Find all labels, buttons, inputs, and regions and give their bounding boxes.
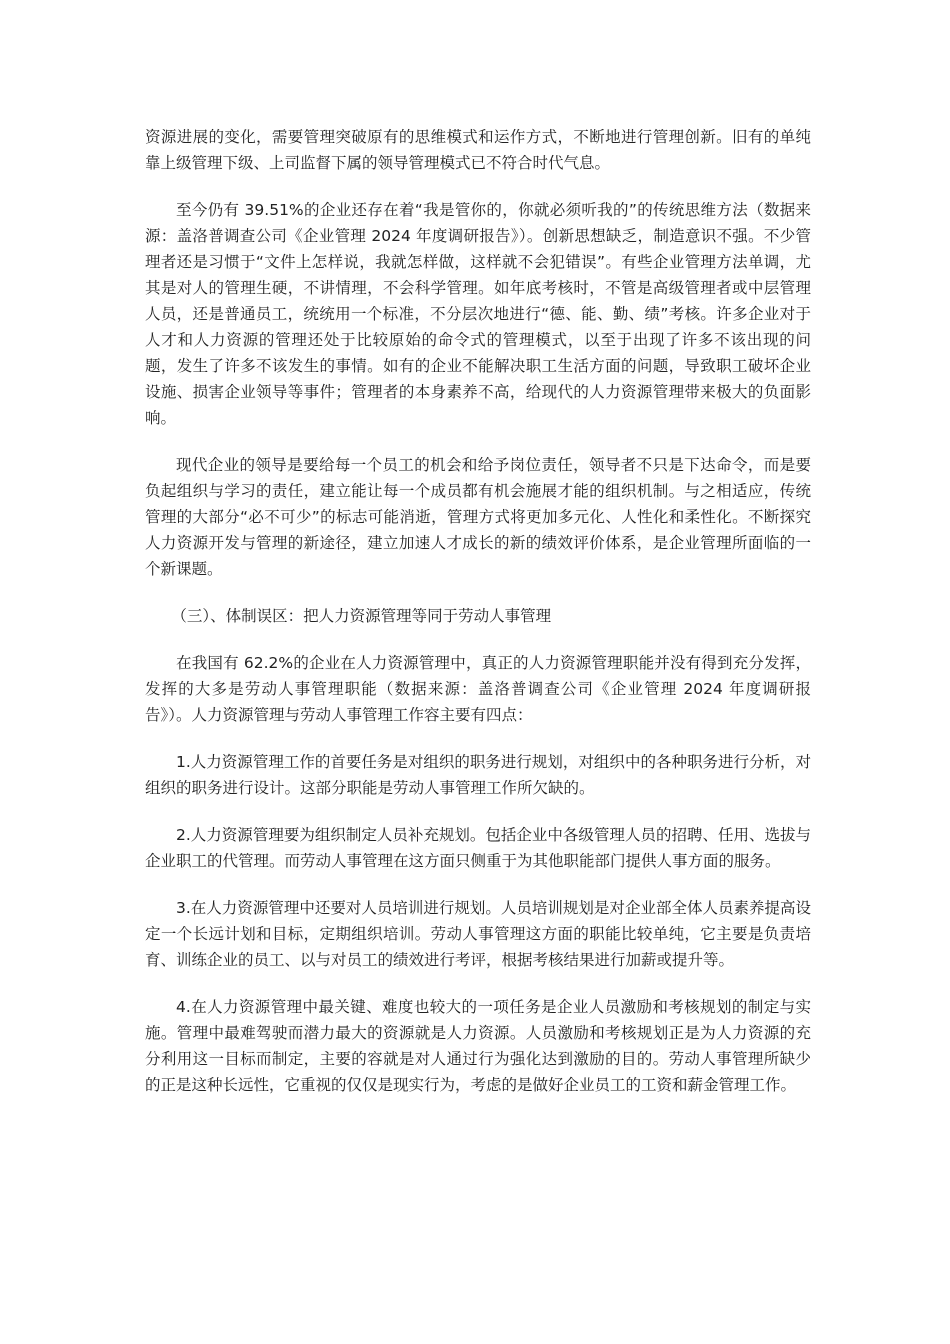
paragraph-traditional-thinking: 至今仍有 39.51%的企业还存在着“我是管你的，你就必须听我的”的传统思维方法（数据来源：盖洛普调查公司《企业管理 2024 年度调研报告》）。创新思想缺乏，制造意识不强。不少管理者还是习惯于“文件上怎样说，我就怎样做，这样就不会犯错误”。有些企业管理方法单调，尤其是对人的管理生硬，不讲情理，不会科学管理。如年底考核时，不管是高级管理者或中层管理人员，还是普通员工，统统用一个标准，不分层次地进行“德、能、勤、绩”考核。许多企业对于人才和人力资源的管理还处于比较原始的命令式的管理模式，以至于出现了许多不该出现的问题，发生了许多不该发生的事情。如有的企业不能解决职工生活方面的问题，导致职工破坏企业设施、损害企业领导等事件；管理者的本身素养不高，给现代的人力资源管理带来极大的负面影响。 — [145, 201, 811, 427]
paragraph-modern-leadership: 现代企业的领导是要给每一个员工的机会和给予岗位责任，领导者不只是下达命令，而是要负起组织与学习的责任，建立能让每一个成员都有机会施展才能的组织机制。与之相适应，传统管理的大部分“必不可少”的标志可能消逝，管理方式将更加多元化、人性化和柔性化。不断探究人力资源开发与管理的新途径，建立加速人才成长的新的绩效评价体系，是企业管理所面临的一个新课题。 — [145, 456, 811, 578]
list-item-4: 4.在人力资源管理中最关键、难度也较大的一项任务是企业人员激励和考核规划的制定与实施。管理中最难驾驶而潜力最大的资源就是人力资源。人员激励和考核规划正是为人力资源的充分利用这一目标而制定，主要的容就是对人通过行为强化达到激励的目的。劳动人事管理所缺少的正是这种长远性，它重视的仅仅是现实行为，考虑的是做好企业员工的工资和薪金管理工作。 — [145, 998, 811, 1094]
paragraph-continuation: 资源进展的变化，需要管理突破原有的思维模式和运作方式，不断地进行管理创新。旧有的单纯靠上级管理下级、上司监督下属的领导管理模式已不符合时代气息。 — [145, 128, 811, 172]
paragraph-system-misconception: 在我国有 62.2%的企业在人力资源管理中，真正的人力资源管理职能并没有得到充分发挥，发挥的大多是劳动人事管理职能（数据来源：盖洛普调查公司《企业管理 2024 年度调研报告》）。人力资源管理与劳动人事管理工作容主要有四点： — [145, 654, 811, 724]
document-body — [145, 124, 811, 1119]
section-heading: （三）、体制误区：把人力资源管理等同于劳动人事管理 — [171, 607, 552, 625]
list-item-2: 2.人力资源管理要为组织制定人员补充规划。包括企业中各级管理人员的招聘、任用、选拔与企业职工的代管理。而劳动人事管理在这方面只侧重于为其他职能部门提供人事方面的服务。 — [145, 826, 811, 870]
list-item-3: 3.在人力资源管理中还要对人员培训进行规划。人员培训规划是对企业部全体人员素养提高设定一个长远计划和目标，定期组织培训。劳动人事管理这方面的职能比较单纯，它主要是负责培育、训练企业的员工、以与对员工的绩效进行考评，根据考核结果进行加薪或提升等。 — [145, 899, 811, 969]
list-item-1: 1.人力资源管理工作的首要任务是对组织的职务进行规划，对组织中的各种职务进行分析，对组织的职务进行设计。这部分职能是劳动人事管理工作所欠缺的。 — [145, 753, 811, 797]
